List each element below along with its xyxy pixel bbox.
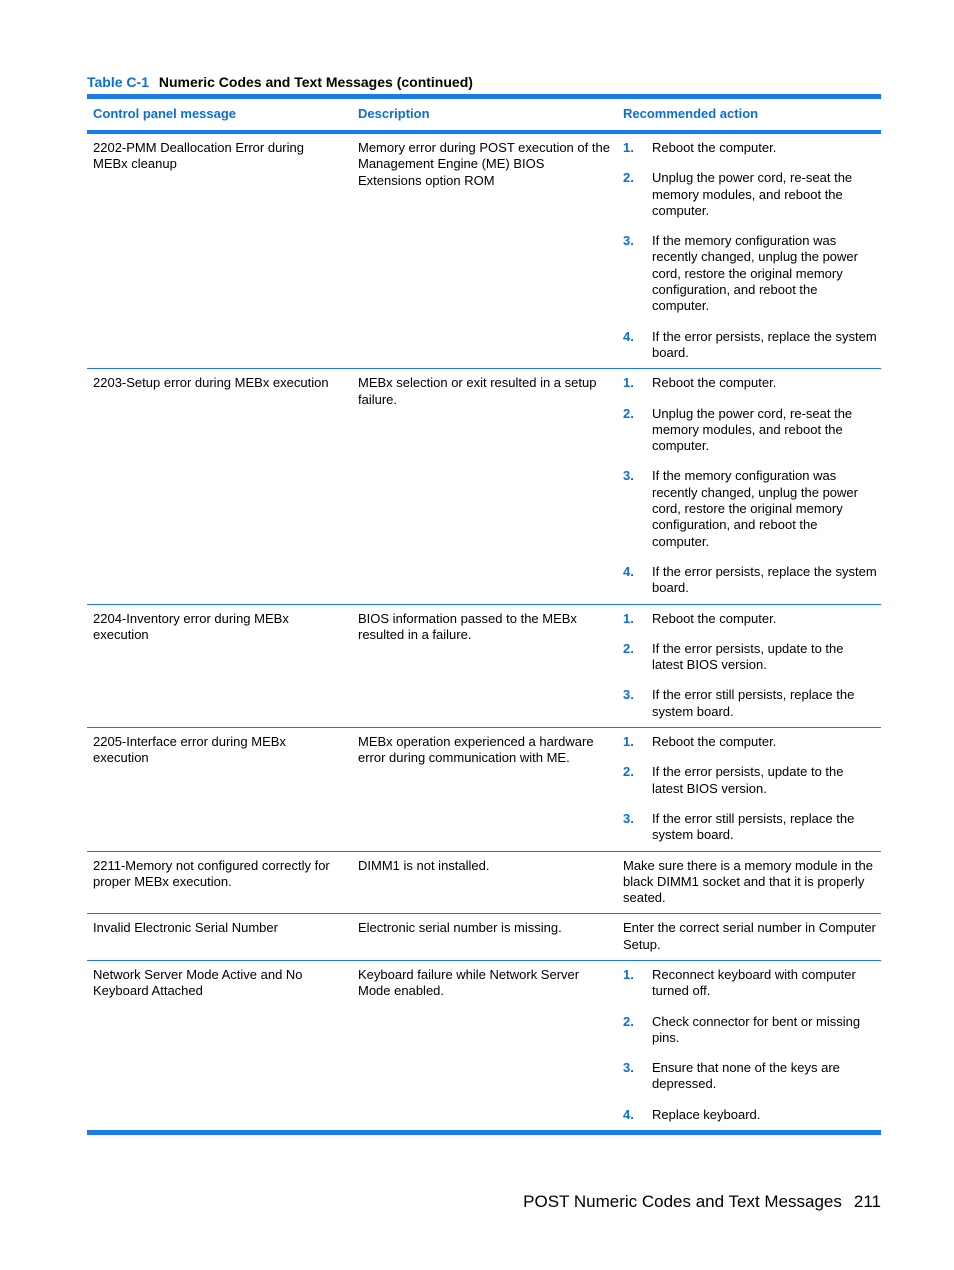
action-steps-list (623, 967, 877, 1123)
step-number: 3. (623, 687, 634, 703)
action-steps-list (623, 375, 877, 596)
description-cell: Keyboard failure while Network Server Mode enabled. (358, 966, 580, 999)
action-step (623, 967, 877, 1000)
action-steps-list (623, 140, 877, 361)
description-cell: MEBx selection or exit resulted in a setup failure. (358, 375, 597, 407)
description-cell: MEBx operation experienced a hardware error during communication with ME. (358, 734, 594, 766)
control-panel-message-cell: 2203-Setup error during MEBx execution (93, 375, 329, 391)
step-text: If the error persists, replace the system board. (652, 563, 877, 596)
table-row (87, 369, 881, 604)
control-panel-message-cell: Invalid Electronic Serial Number (93, 920, 278, 936)
action-step (623, 564, 877, 597)
table-row (87, 605, 881, 728)
step-text: If the memory configuration was recently changed, unplug the power cord, restore the original memory configuration, and reboot the computer. (652, 468, 858, 549)
action-step (623, 764, 877, 797)
header-description: Description (358, 106, 430, 122)
description-cell: DIMM1 is not installed. (358, 857, 490, 873)
action-step (623, 641, 877, 674)
control-panel-message-cell: 2204-Inventory error during MEBx execution (93, 610, 289, 642)
step-text: If the memory configuration was recently changed, unplug the power cord, restore the original memory configuration, and reboot the computer. (652, 233, 858, 314)
step-number: 4. (623, 328, 634, 344)
control-panel-message-cell: 2202-PMM Deallocation Error during MEBx cleanup (93, 140, 304, 172)
step-text: If the error persists, update to the latest BIOS version. (652, 764, 844, 796)
step-text: Reconnect keyboard with computer turned off. (652, 966, 856, 999)
step-number: 2. (623, 640, 634, 656)
step-text: Reboot the computer. (652, 375, 777, 391)
step-text: If the error still persists, replace the system board. (652, 687, 855, 719)
step-text: Unplug the power cord, re-seat the memory modules, and reboot the computer. (652, 405, 853, 454)
footer-section-title: POST Numeric Codes and Text Messages (523, 1192, 842, 1211)
table-body (87, 134, 881, 1130)
step-number: 1. (623, 140, 634, 155)
step-text: Reboot the computer. (652, 140, 777, 155)
step-text: Ensure that none of the keys are depressed. (652, 1060, 840, 1092)
description-cell: BIOS information passed to the MEBx resulted in a failure. (358, 610, 577, 642)
action-step (623, 329, 877, 362)
description-cell: Electronic serial number is missing. (358, 920, 562, 936)
action-step (623, 468, 877, 549)
table-number: Table C-1 (87, 74, 149, 90)
recommended-action-cell (617, 611, 881, 720)
step-text: If the error persists, replace the system board. (652, 328, 877, 360)
table-header-row (87, 99, 881, 130)
action-step (623, 170, 877, 219)
action-step (623, 1014, 877, 1047)
step-number: 1. (623, 966, 634, 982)
step-number: 1. (623, 734, 634, 750)
action-step (623, 1107, 877, 1123)
step-number: 3. (623, 468, 634, 484)
action-steps-list (623, 734, 877, 843)
recommended-action-cell: Enter the correct serial number in Computer Setup. (623, 920, 876, 952)
step-number: 1. (623, 610, 634, 626)
step-text: If the error persists, update to the latest BIOS version. (652, 640, 844, 673)
page-footer (523, 1192, 881, 1212)
step-number: 4. (623, 563, 634, 579)
action-step (623, 734, 877, 750)
table-row (87, 961, 881, 1130)
codes-table (87, 94, 881, 1135)
action-step (623, 811, 877, 844)
step-number: 2. (623, 405, 634, 421)
control-panel-message-cell: Network Server Mode Active and No Keyboard Attached (93, 966, 303, 999)
action-step (623, 611, 877, 627)
header-control-panel-message: Control panel message (93, 106, 237, 122)
step-number: 3. (623, 810, 634, 826)
action-step (623, 1060, 877, 1093)
recommended-action-cell (617, 140, 881, 361)
step-number: 1. (623, 375, 634, 391)
action-steps-list (623, 611, 877, 720)
control-panel-message-cell: 2211-Memory not configured correctly for proper MEBx execution. (93, 857, 330, 889)
step-text: Unplug the power cord, re-seat the memory modules, and reboot the computer. (652, 170, 853, 218)
step-number: 2. (623, 170, 634, 186)
table-row (87, 728, 881, 851)
step-text: If the error still persists, replace the system board. (652, 810, 855, 843)
action-step (623, 406, 877, 455)
step-text: Check connector for bent or missing pins. (652, 1013, 861, 1045)
recommended-action-cell (617, 734, 881, 843)
recommended-action-cell (617, 967, 881, 1123)
action-step (623, 233, 877, 314)
control-panel-message-cell: 2205-Interface error during MEBx execution (93, 734, 286, 766)
table-row (87, 914, 881, 961)
step-text: Reboot the computer. (652, 734, 777, 750)
step-number: 4. (623, 1106, 634, 1122)
description-cell: Memory error during POST execution of the Management Engine (ME) BIOS Extensions option ROM (358, 140, 610, 188)
step-number: 3. (623, 1060, 634, 1076)
step-text: Reboot the computer. (652, 610, 777, 626)
step-number: 3. (623, 233, 634, 249)
recommended-action-cell: Make sure there is a memory module in the black DIMM1 socket and that it is properly seated. (623, 857, 873, 906)
recommended-action-cell (617, 375, 881, 596)
table-title: Numeric Codes and Text Messages (continued) (158, 74, 473, 90)
page-number: 211 (853, 1192, 881, 1211)
table-row (87, 134, 881, 369)
table-caption (87, 74, 473, 90)
table-row (87, 852, 881, 915)
step-text: Replace keyboard. (652, 1106, 761, 1122)
action-step (623, 140, 877, 156)
step-number: 2. (623, 1013, 634, 1029)
action-step (623, 687, 877, 720)
step-number: 2. (623, 764, 634, 780)
header-recommended-action: Recommended action (623, 106, 759, 122)
table-bottom-rule (87, 1130, 881, 1135)
action-step (623, 375, 877, 391)
